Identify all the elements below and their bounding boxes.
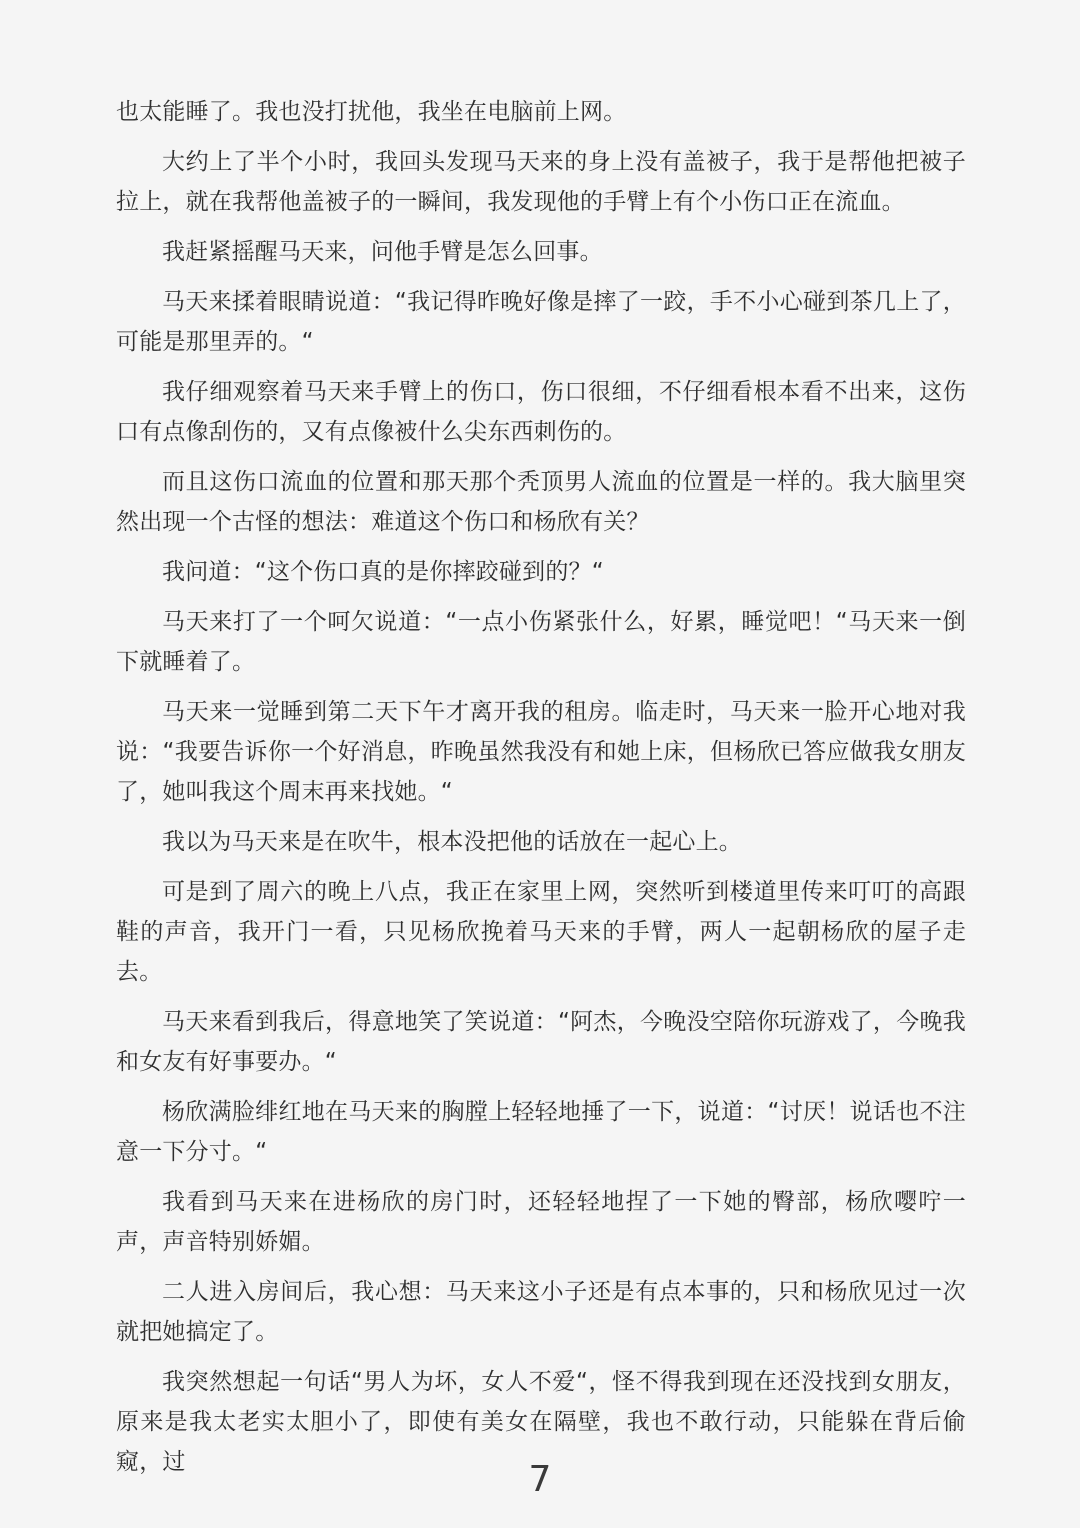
paragraph-7: 我问道：“这个伤口真的是你摔跤碰到的？“ [162, 559, 604, 585]
paragraph-12: 马天来看到我后，得意地笑了笑说道：“阿杰，今晚没空陪你玩游戏了，今晚我和女友有好事要办。“ [116, 1009, 966, 1075]
paragraph-10: 我以为马天来是在吹牛，根本没把他的话放在一起心上。 [162, 829, 742, 855]
paragraph-9: 马天来一觉睡到第二天下午才离开我的租房。临走时，马天来一脸开心地对我说：“我要告诉你一个好消息，昨晚虽然我没有和她上床，但杨欣已答应做我女朋友了，她叫我这个周末再来找她。“ [116, 699, 966, 805]
document-body [116, 92, 966, 1492]
paragraph-3: 我赶紧摇醒马天来，问他手臂是怎么回事。 [162, 239, 603, 265]
paragraph-4: 马天来揉着眼睛说道：“我记得昨晚好像是摔了一跤，手不小心碰到茶几上了，可能是那里弄的。“ [116, 289, 966, 355]
paragraph-2: 大约上了半个小时，我回头发现马天来的身上没有盖被子，我于是帮他把被子拉上，就在我帮他盖被子的一瞬间，我发现他的手臂上有个小伤口正在流血。 [116, 149, 966, 215]
paragraph-11: 可是到了周六的晚上八点，我正在家里上网，突然听到楼道里传来叮叮的高跟鞋的声音，我开门一看，只见杨欣挽着马天来的手臂，两人一起朝杨欣的屋子走去。 [116, 879, 966, 985]
paragraph-15: 二人进入房间后，我心想：马天来这小子还是有点本事的，只和杨欣见过一次就把她搞定了。 [116, 1279, 966, 1345]
paragraph-5: 我仔细观察着马天来手臂上的伤口，伤口很细，不仔细看根本看不出来，这伤口有点像刮伤的，又有点像被什么尖东西刺伤的。 [116, 379, 966, 445]
page-number: 7 [528, 1459, 552, 1500]
paragraph-1: 也太能睡了。我也没打扰他，我坐在电脑前上网。 [116, 99, 627, 125]
paragraph-14: 我看到马天来在进杨欣的房门时，还轻轻地捏了一下她的臀部，杨欣嘤咛一声，声音特别娇媚。 [116, 1189, 966, 1255]
paragraph-6: 而且这伤口流血的位置和那天那个秃顶男人流血的位置是一样的。我大脑里突然出现一个古怪的想法：难道这个伤口和杨欣有关？ [116, 469, 966, 535]
paragraph-16: 我突然想起一句话“男人为坏，女人不爱“，怪不得我到现在还没找到女朋友，原来是我太老实太胆小了，即使有美女在隔壁，我也不敢行动，只能躲在背后偷窥，过 [116, 1369, 966, 1475]
paragraph-13: 杨欣满脸绯红地在马天来的胸膛上轻轻地捶了一下，说道：“讨厌！说话也不注意一下分寸。“ [116, 1099, 966, 1165]
paragraph-8: 马天来打了一个呵欠说道：“一点小伤紧张什么，好累，睡觉吧！“马天来一倒下就睡着了。 [116, 609, 966, 675]
